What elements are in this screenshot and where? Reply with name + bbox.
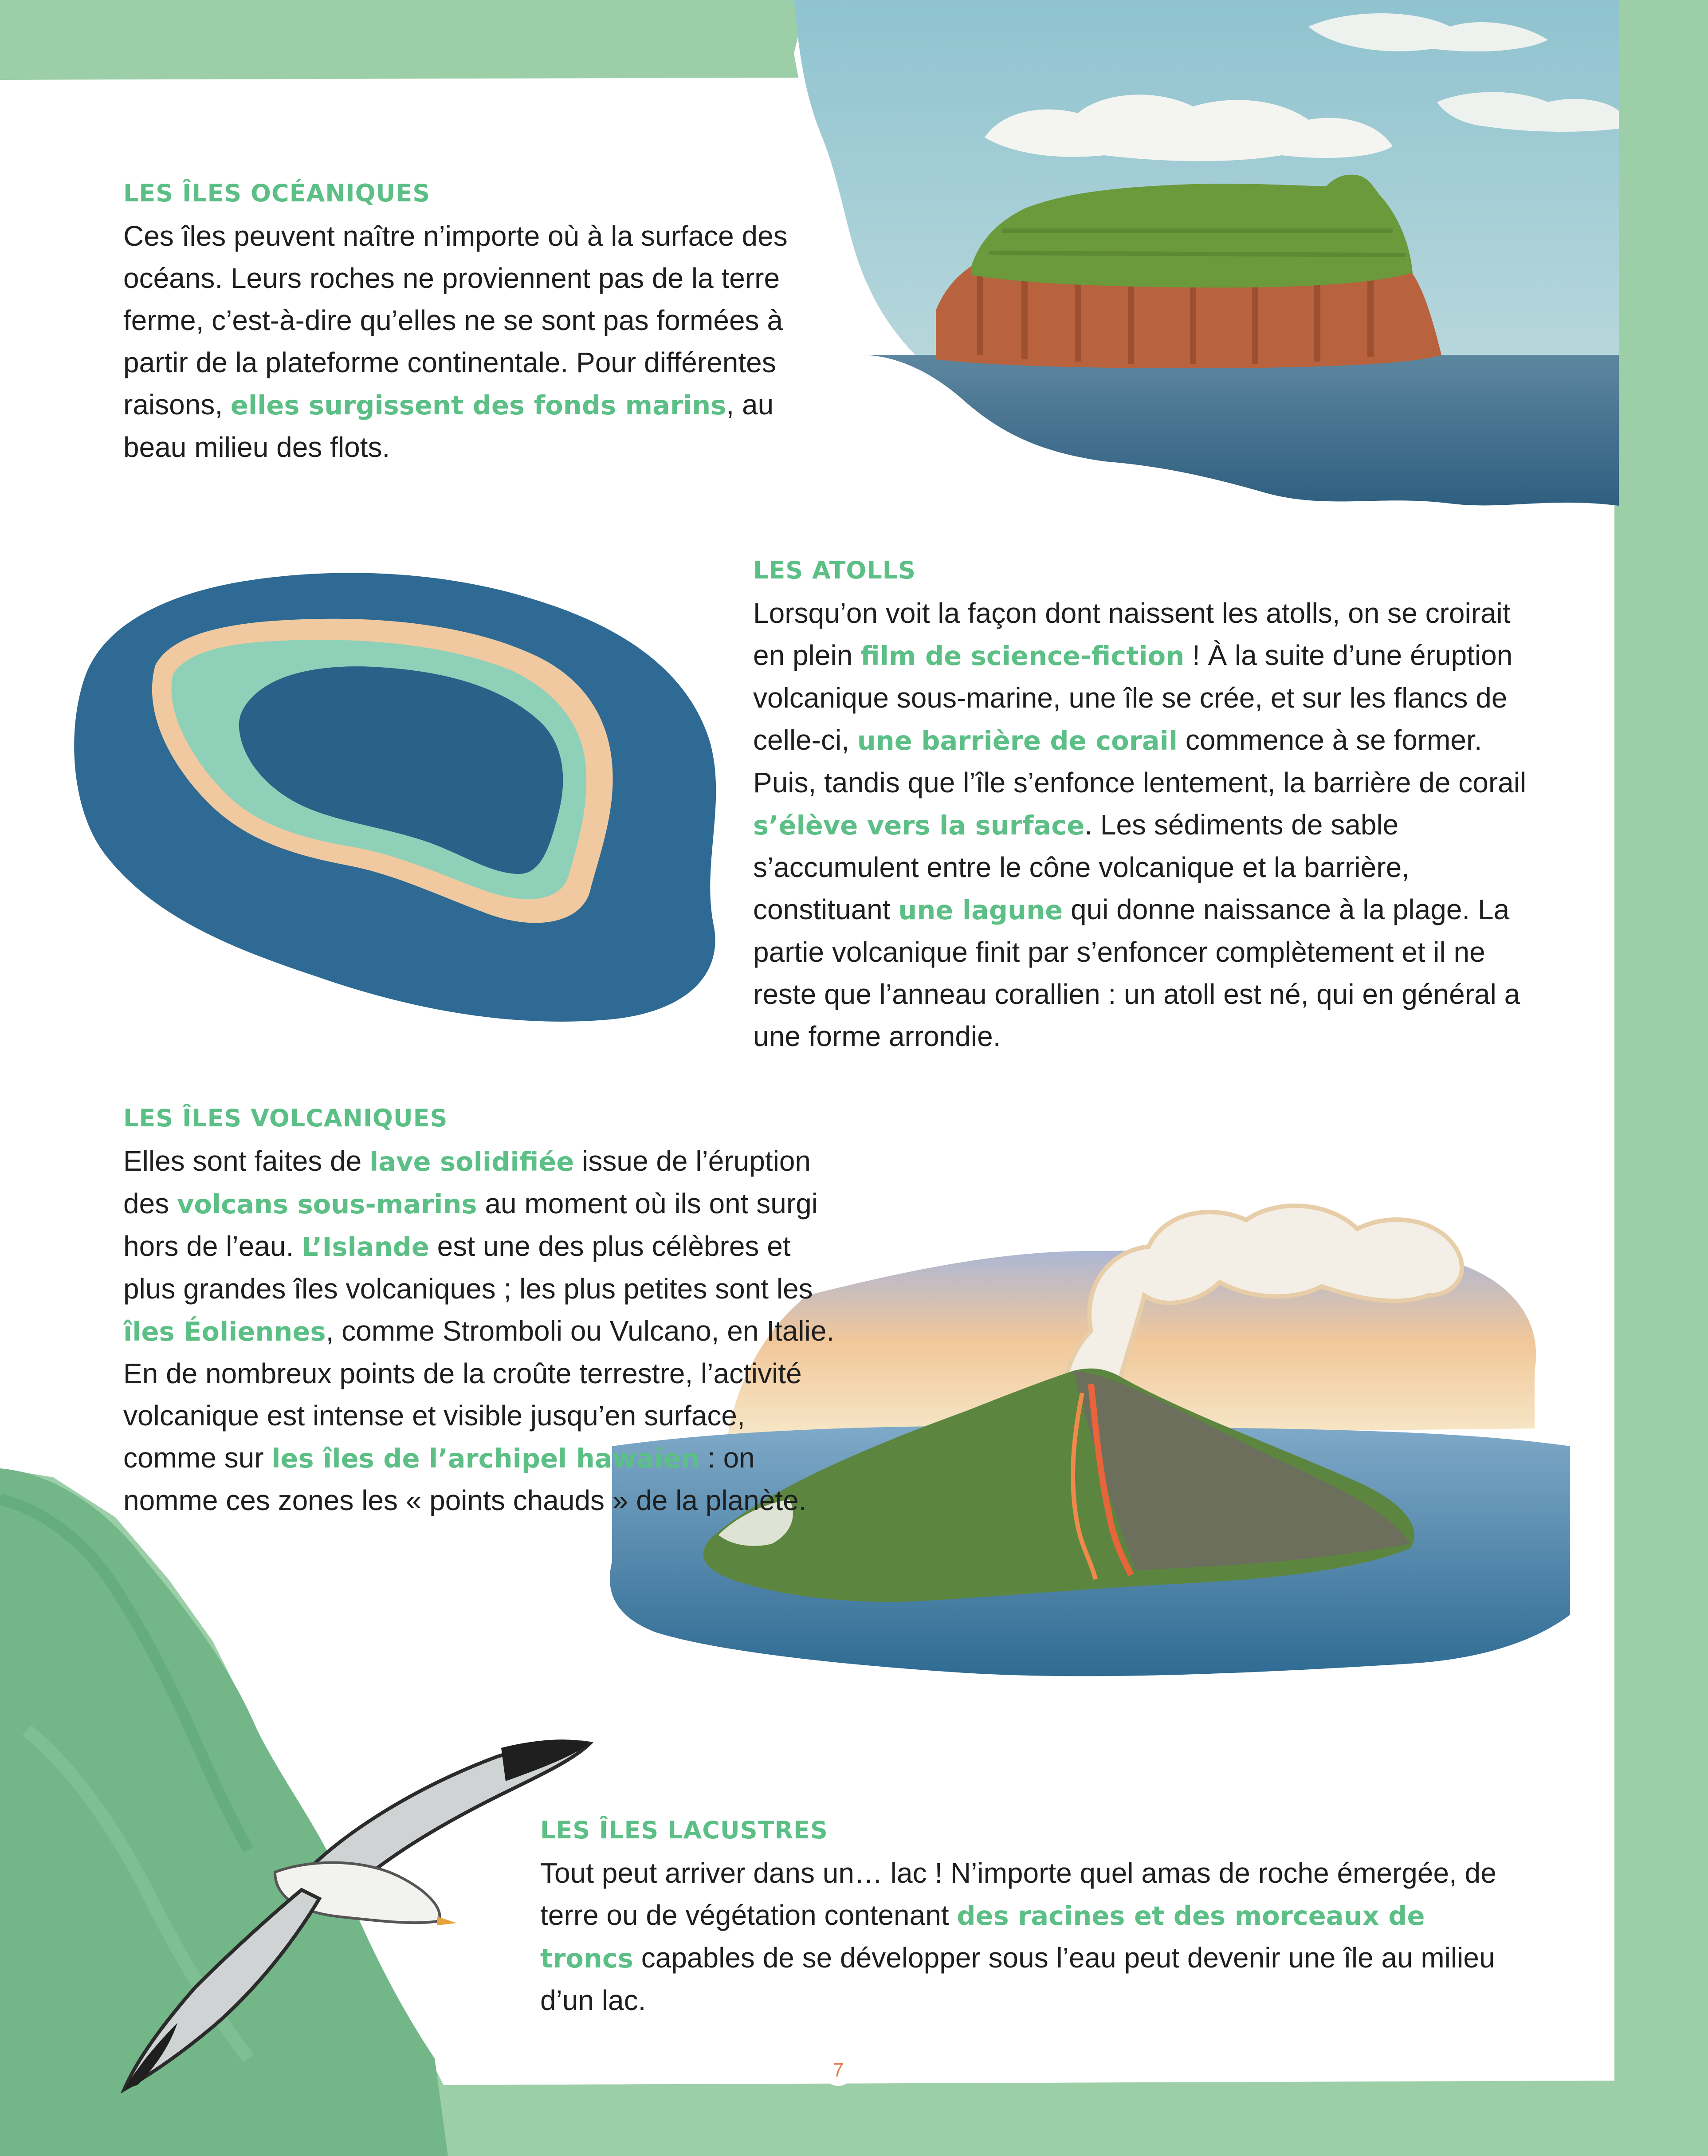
frame-bottom [435,2081,1708,2156]
section-title: LES ATOLLS [753,556,916,584]
frame-top-left [0,0,803,80]
section-volcanic [123,1100,837,1522]
section-body: Elles sont faites de lave solidifiée issue de l’éruption des volcans sous-marins au moment où ils ont surgi hors de l’eau. L’Islande est une des plus célèbres et plus grandes îles volcaniques ; les plus petites sont les îles Éoliennes, comme Stromboli ou Vulcano, en Italie. En de nombreux points de la croûte terrestre, l’activité volcanique est intense et visible jusqu’en surface, comme sur les îles de l’archipel hawaïen : on nomme ces zones les « points chauds » de la planète. [123,1145,835,1516]
highlight: volcans sous-marins [177,1189,477,1220]
highlight: îles Éoliennes [123,1316,326,1347]
highlight: une barrière de corail [857,725,1178,756]
sea [860,355,1619,506]
highlight: elles surgissent des fonds marins [230,390,726,421]
section-atolls [753,552,1538,1058]
highlight: des racines et des morceaux de troncs [540,1900,1425,1974]
highlight: s’élève vers la surface [753,810,1085,841]
highlight: les îles de l’archipel hawaïen [271,1443,700,1474]
seagull-beak [437,1916,457,1925]
section-body: Tout peut arriver dans un… lac ! N’importe quel amas de roche émergée, de terre ou de végétation contenant des racines et des morceaux de troncs capables de se développer sous l’eau peut devenir une île au milieu d’un lac. [540,1857,1496,2016]
section-oceanic [123,175,797,468]
section-body: Lorsqu’on voit la façon dont naissent les atolls, on se croirait en plein film de science-fiction ! À la suite d’une éruption volcanique sous-marine, une île se crée, et sur les flancs de celle-ci, une barrière de corail commence à se former. Puis, tandis que l’île s’enfonce lentement, la barrière de corail s’élève vers la surface. Les sédiments de sable s’accumulent entre le cône volcanique et la barrière, constituant une lagune qui donne naissance à la plage. La partie volcanique finit par s’enfoncer complètement et il ne reste que l’anneau corallien : un atoll est né, qui en général a une forme arrondie. [753,597,1527,1052]
highlight: lave solidifiée [369,1146,574,1177]
seagull-illustration [89,1712,599,2103]
frame-right [1614,510,1708,2156]
section-lacustrine [540,1812,1525,2022]
section-title: LES ÎLES OCÉANIQUES [123,179,431,207]
highlight: une lagune [898,895,1063,925]
section-body: Ces îles peuvent naître n’importe où à la surface des océans. Leurs roches ne proviennent pas de la terre ferme, c’est-à-dire qu’elles ne se sont pas formées à partir de la plateforme continentale. Pour différentes raisons, elles surgissent des fonds marins, au beau milieu des flots. [123,220,788,463]
section-title: LES ÎLES LACUSTRES [540,1816,828,1844]
section-title: LES ÎLES VOLCANIQUES [123,1104,448,1132]
oceanic-island-illustration [794,0,1619,515]
highlight: L’Islande [302,1231,429,1262]
atoll-illustration [67,563,723,1034]
highlight: film de science-fiction [860,641,1185,671]
page-number: 7 [823,2055,854,2086]
